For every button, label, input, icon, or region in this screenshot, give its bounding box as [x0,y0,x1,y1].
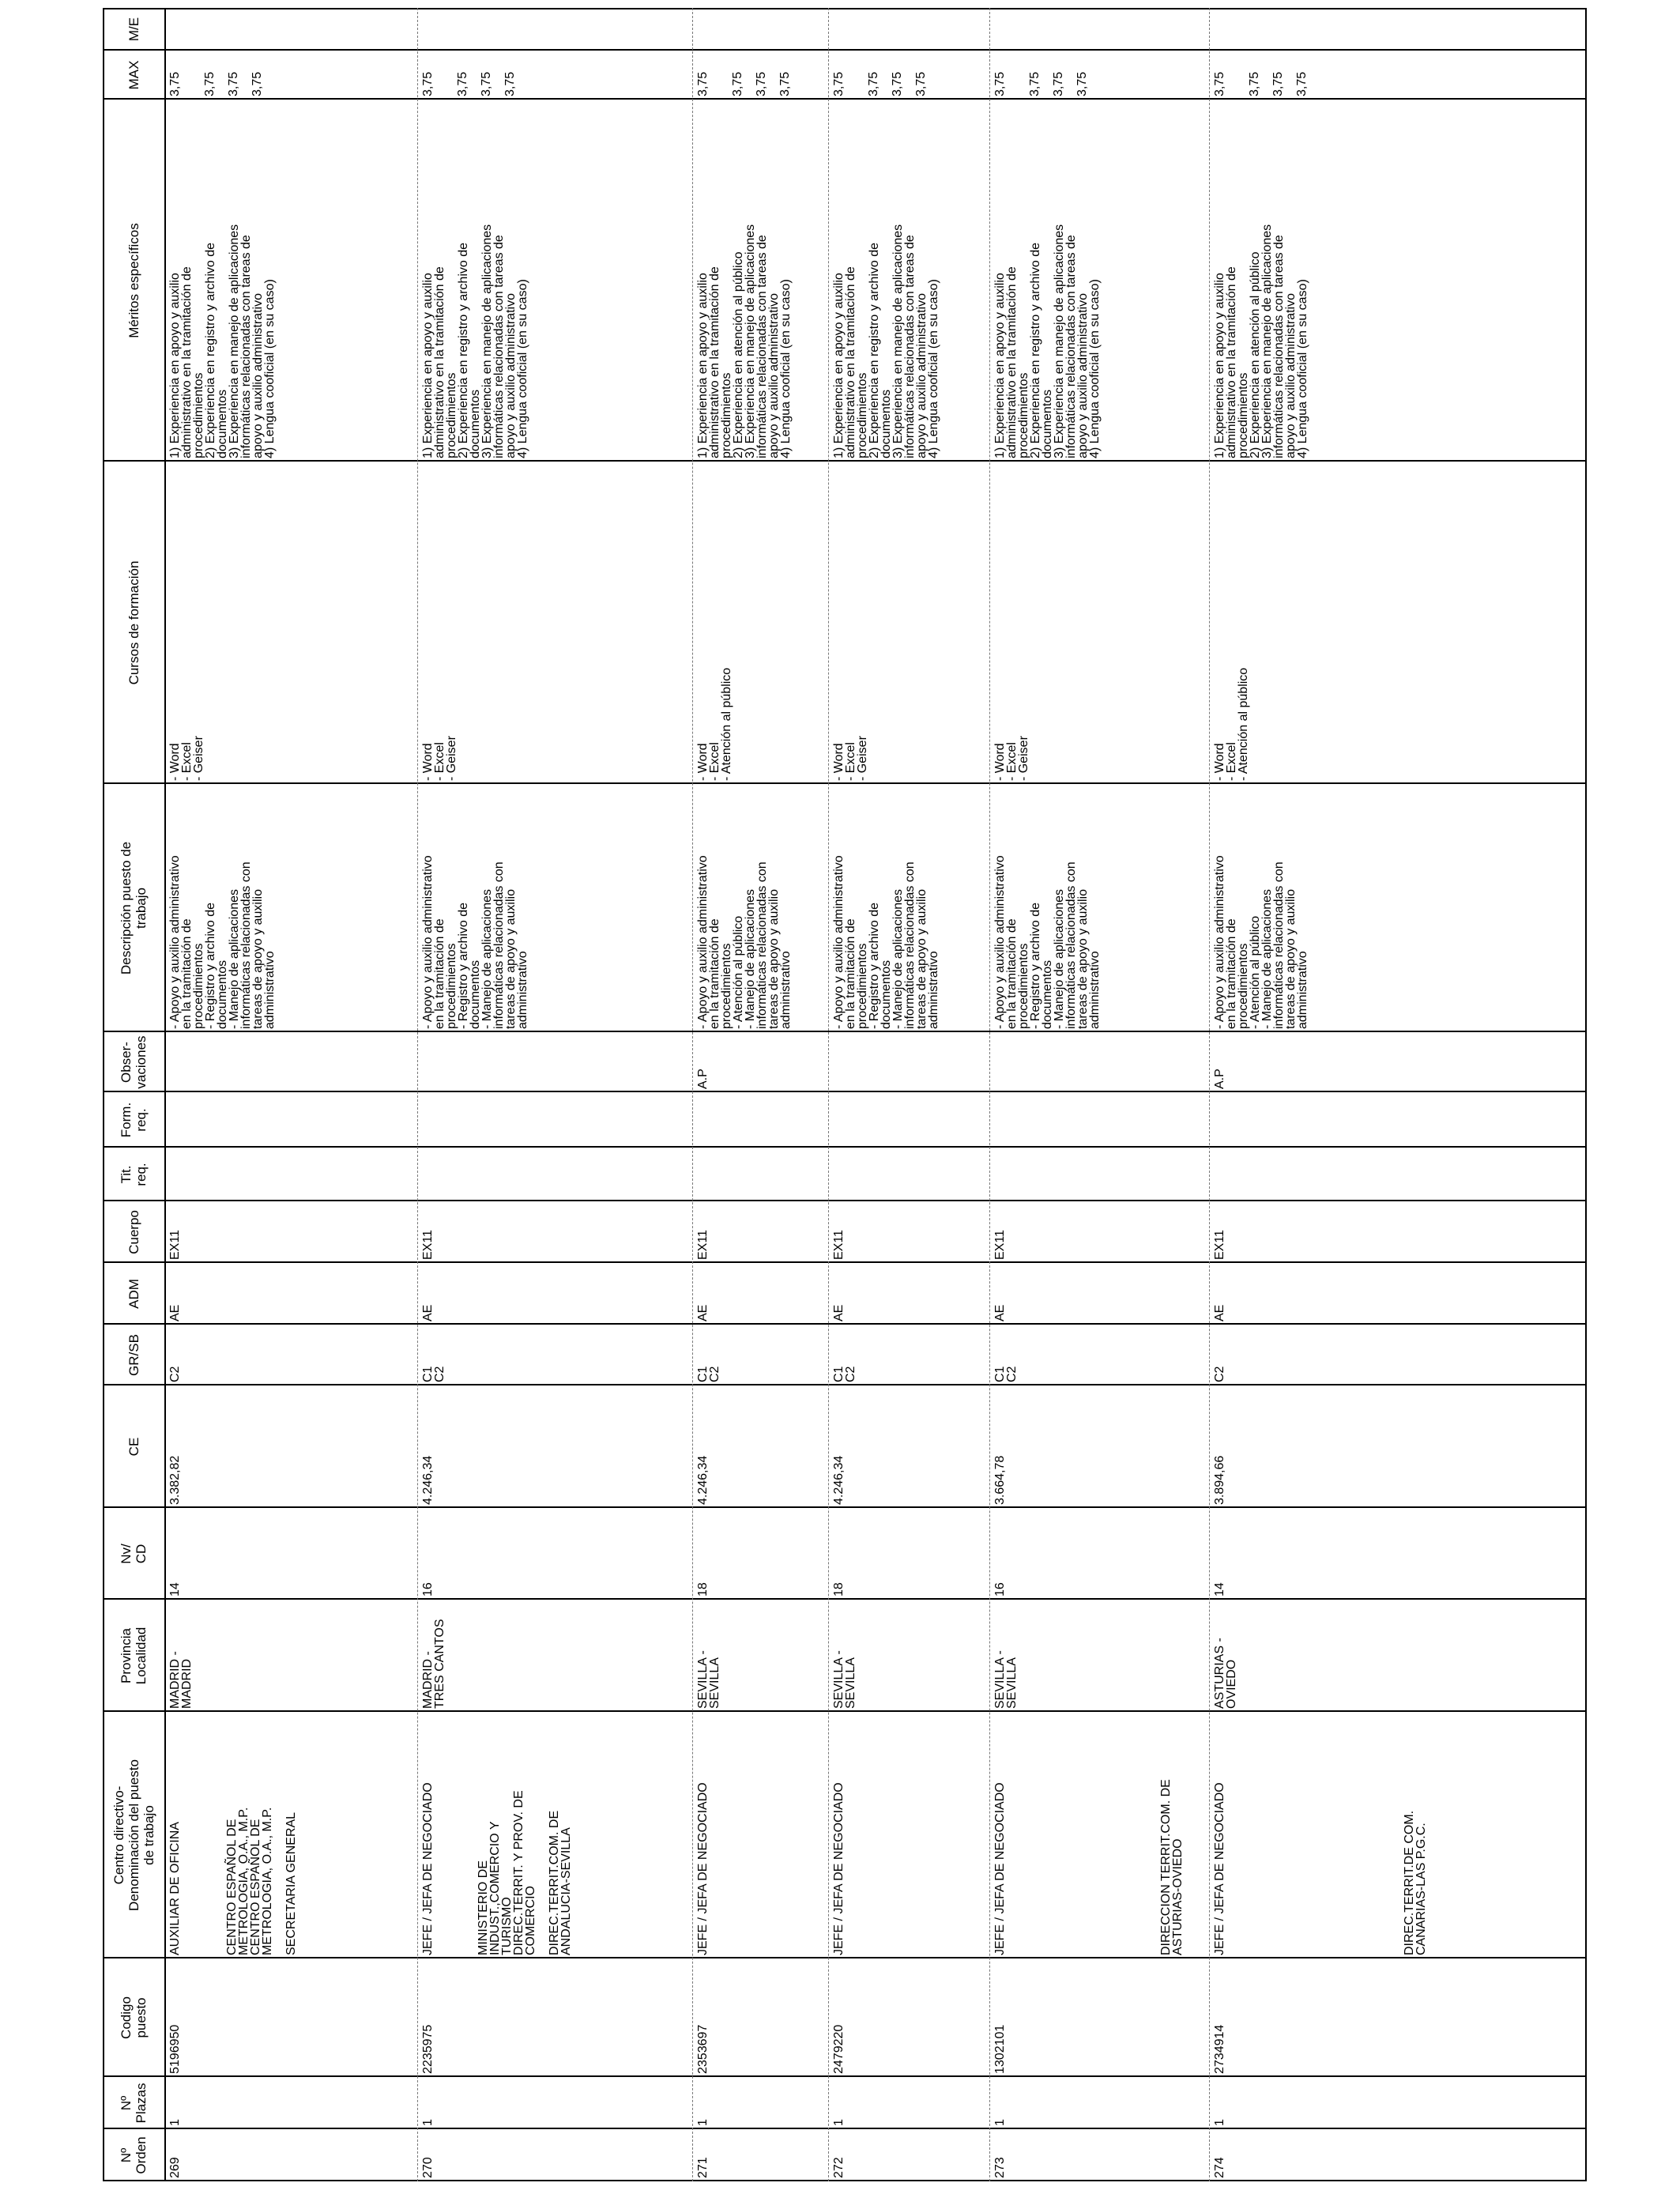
max-value: 3,75 [867,71,880,96]
max-value: 3,75 [891,71,904,96]
max-value: 3,75 [731,71,744,96]
row-270-observaciones [420,1032,424,1092]
row-273-puesto: JEFE / JEFA DE NEGOCIADO [993,1782,1007,1955]
column-header-centro: Centro directivo- Denominación del puesto de trabajo [111,1759,156,1911]
max-value: 3,75 [1271,71,1285,96]
row-273-formacion [993,1092,996,1148]
row-separator [417,8,418,2181]
row-272-titulacion [831,1148,834,1201]
row-272-codigo: 2479220 [832,2024,846,2074]
row-269-puesto: AUXILIAR DE OFICINA [168,1822,182,1955]
column-header-ce: CE [126,1437,141,1457]
row-269-meritos: 1) Experiencia en apoyo y auxilio administrativo en la tramitación de procedimientos 2) Experiencia en registro y archivo de documentos 3) Experiencia en manejo de aplicaciones informáticas relacionadas con tareas de apoyo y auxilio administrativo 4) Lengua cooficial (en su caso) [168,224,277,458]
max-value: 3,75 [1052,71,1065,96]
group-heading: DIREC.TERRIT.DE COM. CANARIAS-LAS P.G.C. [1403,1810,1428,1955]
max-value: 3,75 [1075,71,1089,96]
row-274-ce: 3.894,66 [1213,1455,1226,1505]
max-value: 3,75 [696,71,710,96]
row-274-nivel: 14 [1213,1582,1226,1596]
row-272-cuerpo: EX11 [832,1230,846,1260]
row-270-titulacion [420,1148,424,1201]
row-274-titulacion [1212,1148,1215,1201]
column-header-codigo: Codigo puesto [119,1996,149,2039]
row-273-provincia: SEVILLA - SEVILLA [993,1650,1019,1709]
max-value: 3,75 [250,71,264,96]
row-269-codigo: 5196950 [168,2024,182,2074]
row-274-adm: AE [1213,1304,1226,1321]
row-274-formacion [1212,1092,1215,1148]
column-header-observaciones: Obser- vaciones [119,1035,149,1089]
row-271-titulacion [695,1148,699,1201]
row-272-provincia: SEVILLA - SEVILLA [832,1650,857,1709]
row-269-me [168,8,171,51]
row-269-cuerpo: EX11 [168,1230,182,1260]
row-271-plazas: 1 [696,2119,710,2126]
row-273-descripcion: - Apoyo y auxilio administrativo en la tramitación de procedimientos - Registro y archivo de documentos - Manejo de aplicaciones informáticas relacionadas con tareas de apoyo y auxilio administrativo [993,855,1102,1029]
row-272-ce: 4.246,34 [832,1455,846,1505]
row-272-cursos: - Word - Excel - Geiser [832,736,869,781]
column-header-meritos: Méritos específicos [126,223,141,338]
max-values [831,51,940,100]
row-271-descripcion: - Apoyo y auxilio administrativo en la tramitación de procedimientos - Atención al público - Manejo de aplicaciones informáticas relacionadas con tareas de apoyo y auxilio administrativo [696,855,793,1029]
max-value: 3,75 [832,71,846,96]
row-271-cuerpo: EX11 [696,1230,710,1260]
max-value: 3,75 [227,71,240,96]
column-header-titulacion: Tit. req. [119,1163,149,1186]
row-271-me [695,8,699,51]
row-271-puesto: JEFE / JEFA DE NEGOCIADO [696,1782,710,1955]
column-header-formacion: Form. req. [119,1102,149,1138]
row-270-provincia: MADRID - TRES CANTOS [421,1619,446,1709]
row-274-cursos: - Word - Excel - Atención al público [1213,667,1250,781]
max-value: 3,75 [503,71,517,96]
row-274-puesto: JEFE / JEFA DE NEGOCIADO [1213,1782,1226,1955]
row-272-formacion [831,1092,834,1148]
row-273-me [993,8,996,51]
row-274-observaciones: A.P [1213,1069,1226,1089]
row-271-formacion [695,1092,699,1148]
row-271-orden: 271 [696,2157,710,2178]
column-header-cursos: Cursos de formación [126,560,141,685]
row-269-cursos: - Word - Excel - Geiser [168,736,205,781]
max-value: 3,75 [168,71,182,96]
max-values [695,51,804,100]
max-value: 3,75 [456,71,469,96]
column-divider [103,1146,1587,1148]
row-271-adm: AE [696,1304,710,1321]
row-270-cursos: - Word - Excel - Geiser [421,736,458,781]
row-272-grupo: C1 C2 [832,1366,857,1382]
row-272-adm: AE [832,1304,846,1321]
max-value: 3,75 [1248,71,1261,96]
row-269-provincia: MADRID - MADRID [168,1651,194,1709]
max-values [1212,51,1321,100]
row-271-observaciones: A.P [696,1069,710,1089]
column-header-orden: Nº Orden [119,2136,149,2174]
max-value: 3,75 [203,71,217,96]
row-270-me [420,8,424,51]
max-value: 3,75 [778,71,792,96]
column-header-grupo: GR/SB [126,1334,141,1376]
row-269-adm: AE [168,1304,182,1321]
row-separator [828,8,829,2181]
row-269-grupo: C2 [168,1366,182,1382]
column-header-max: MAX [126,60,141,90]
max-value: 3,75 [1213,71,1226,96]
row-270-cuerpo: EX11 [421,1230,435,1260]
column-header-adm: ADM [126,1279,141,1309]
row-274-me [1212,8,1215,51]
row-274-orden: 274 [1213,2157,1226,2178]
max-value: 3,75 [421,71,435,96]
max-value: 3,75 [993,71,1007,96]
row-274-descripcion: - Apoyo y auxilio administrativo en la tramitación de procedimientos - Atención al público - Manejo de aplicaciones informáticas relacionadas con tareas de apoyo y auxilio administrativo [1213,855,1309,1029]
row-272-nivel: 18 [832,1582,846,1596]
row-270-descripcion: - Apoyo y auxilio administrativo en la tramitación de procedimientos - Registro y archivo de documentos - Manejo de aplicaciones informáticas relacionadas con tareas de apoyo y auxilio administrativo [421,855,529,1029]
row-273-ce: 3.664,78 [993,1455,1007,1505]
row-270-orden: 270 [421,2157,435,2178]
column-header-provincia: Provincia Localidad [119,1627,149,1685]
row-270-plazas: 1 [421,2119,435,2126]
max-values [420,51,529,100]
row-274-provincia: ASTURIAS - OVIEDO [1213,1638,1238,1709]
row-273-adm: AE [993,1304,1007,1321]
row-274-plazas: 1 [1213,2119,1226,2126]
row-271-ce: 4.246,34 [696,1455,710,1505]
row-274-cuerpo: EX11 [1213,1230,1226,1260]
column-header-descripcion: Descripción puesto de trabajo [119,841,149,975]
header-divider [164,8,166,2181]
row-272-meritos: 1) Experiencia en apoyo y auxilio administrativo en la tramitación de procedimientos 2) Experiencia en registro y archivo de documentos 3) Experiencia en manejo de aplicaciones informáticas relacionadas con tareas de apoyo y auxilio administrativo 4) Lengua cooficial (en su caso) [832,224,940,458]
row-271-grupo: C1 C2 [696,1366,721,1382]
row-272-puesto: JEFE / JEFA DE NEGOCIADO [832,1782,846,1955]
row-271-cursos: - Word - Excel - Atención al público [696,667,733,781]
column-header-nivel: Nv/ CD [119,1544,149,1564]
row-270-ce: 4.246,34 [421,1455,435,1505]
row-separator [989,8,990,2181]
row-273-nivel: 16 [993,1582,1007,1596]
rotated-table [103,8,1587,2181]
row-274-grupo: C2 [1213,1366,1226,1382]
row-273-cuerpo: EX11 [993,1230,1007,1260]
row-272-orden: 272 [832,2157,846,2178]
row-270-formacion [420,1092,424,1148]
row-269-descripcion: - Apoyo y auxilio administrativo en la tramitación de procedimientos - Registro y archivo de documentos - Manejo de aplicaciones informáticas relacionadas con tareas de apoyo y auxilio administrativo [168,855,277,1029]
row-272-plazas: 1 [832,2119,846,2126]
row-273-cursos: - Word - Excel - Geiser [993,736,1030,781]
row-271-codigo: 2353697 [696,2024,710,2074]
row-273-plazas: 1 [993,2119,1007,2126]
row-274-meritos: 1) Experiencia en apoyo y auxilio administrativo en la tramitación de procedimientos 2) Experiencia en atención al público 3) Experiencia en manejo de aplicaciones informáticas relacionadas con tareas de apoyo y auxilio administrativo 4) Lengua cooficial (en su caso) [1213,224,1309,458]
column-header-me: M/E [126,17,141,42]
group-heading: MINISTERIO DE INDUST.,COMERCIO Y TURISMO DIREC.TERRIT. Y PROV. DE COMERCIO DIREC.TERRIT.COM. DE ANDALUCIA-SEVILLA [477,1790,573,1955]
row-269-orden: 269 [168,2157,182,2178]
column-header-plazas: Nº Plazas [119,2083,149,2124]
column-header-cuerpo: Cuerpo [126,1210,141,1254]
max-value: 3,75 [1295,71,1309,96]
column-divider [103,1091,1587,1092]
row-271-nivel: 18 [696,1582,710,1596]
max-values [168,51,277,100]
row-273-codigo: 1302101 [993,2024,1007,2074]
row-270-adm: AE [421,1304,435,1321]
row-269-plazas: 1 [168,2119,182,2126]
group-heading: DIRECCION TERRIT.COM. DE ASTURIAS-OVIEDO [1159,1779,1185,1955]
row-269-observaciones [168,1032,171,1092]
row-270-grupo: C1 C2 [421,1366,446,1382]
max-value: 3,75 [1028,71,1042,96]
group-heading: CENTRO ESPAÑOL DE METROLOGIA, O.A., M.P. CENTRO ESPAÑOL DE METROLOGIA, O.A., M.P. SECRETARIA GENERAL [225,1807,298,1955]
max-values [993,51,1102,100]
row-separator [692,8,693,2181]
row-273-orden: 273 [993,2157,1007,2178]
row-269-nivel: 14 [168,1582,182,1596]
row-272-me [831,8,834,51]
row-271-meritos: 1) Experiencia en apoyo y auxilio administrativo en la tramitación de procedimientos 2) Experiencia en atención al público 3) Experiencia en manejo de aplicaciones informáticas relacionadas con tareas de apoyo y auxilio administrativo 4) Lengua cooficial (en su caso) [696,224,793,458]
table-frame [103,8,1587,2181]
row-273-meritos: 1) Experiencia en apoyo y auxilio administrativo en la tramitación de procedimientos 2) Experiencia en registro y archivo de documentos 3) Experiencia en manejo de aplicaciones informáticas relacionadas con tareas de apoyo y auxilio administrativo 4) Lengua cooficial (en su caso) [993,224,1102,458]
max-value: 3,75 [480,71,493,96]
max-value: 3,75 [755,71,768,96]
row-272-descripcion: - Apoyo y auxilio administrativo en la tramitación de procedimientos - Registro y archivo de documentos - Manejo de aplicaciones informáticas relacionadas con tareas de apoyo y auxilio administrativo [832,855,940,1029]
row-273-titulacion [993,1148,996,1201]
row-269-titulacion [168,1148,171,1201]
row-273-observaciones [993,1032,996,1092]
row-270-puesto: JEFE / JEFA DE NEGOCIADO [421,1782,435,1955]
row-272-observaciones [831,1032,834,1092]
max-value: 3,75 [914,71,928,96]
row-269-formacion [168,1092,171,1148]
row-270-meritos: 1) Experiencia en apoyo y auxilio administrativo en la tramitación de procedimientos 2) Experiencia en registro y archivo de documentos 3) Experiencia en manejo de aplicaciones informáticas relacionadas con tareas de apoyo y auxilio administrativo 4) Lengua cooficial (en su caso) [421,224,529,458]
row-274-codigo: 2734914 [1213,2024,1226,2074]
row-separator [1209,8,1210,2181]
row-270-nivel: 16 [421,1582,435,1596]
row-271-provincia: SEVILLA - SEVILLA [696,1650,721,1709]
row-270-codigo: 2235975 [421,2024,435,2074]
row-273-grupo: C1 C2 [993,1366,1019,1382]
row-269-ce: 3.382,82 [168,1455,182,1505]
